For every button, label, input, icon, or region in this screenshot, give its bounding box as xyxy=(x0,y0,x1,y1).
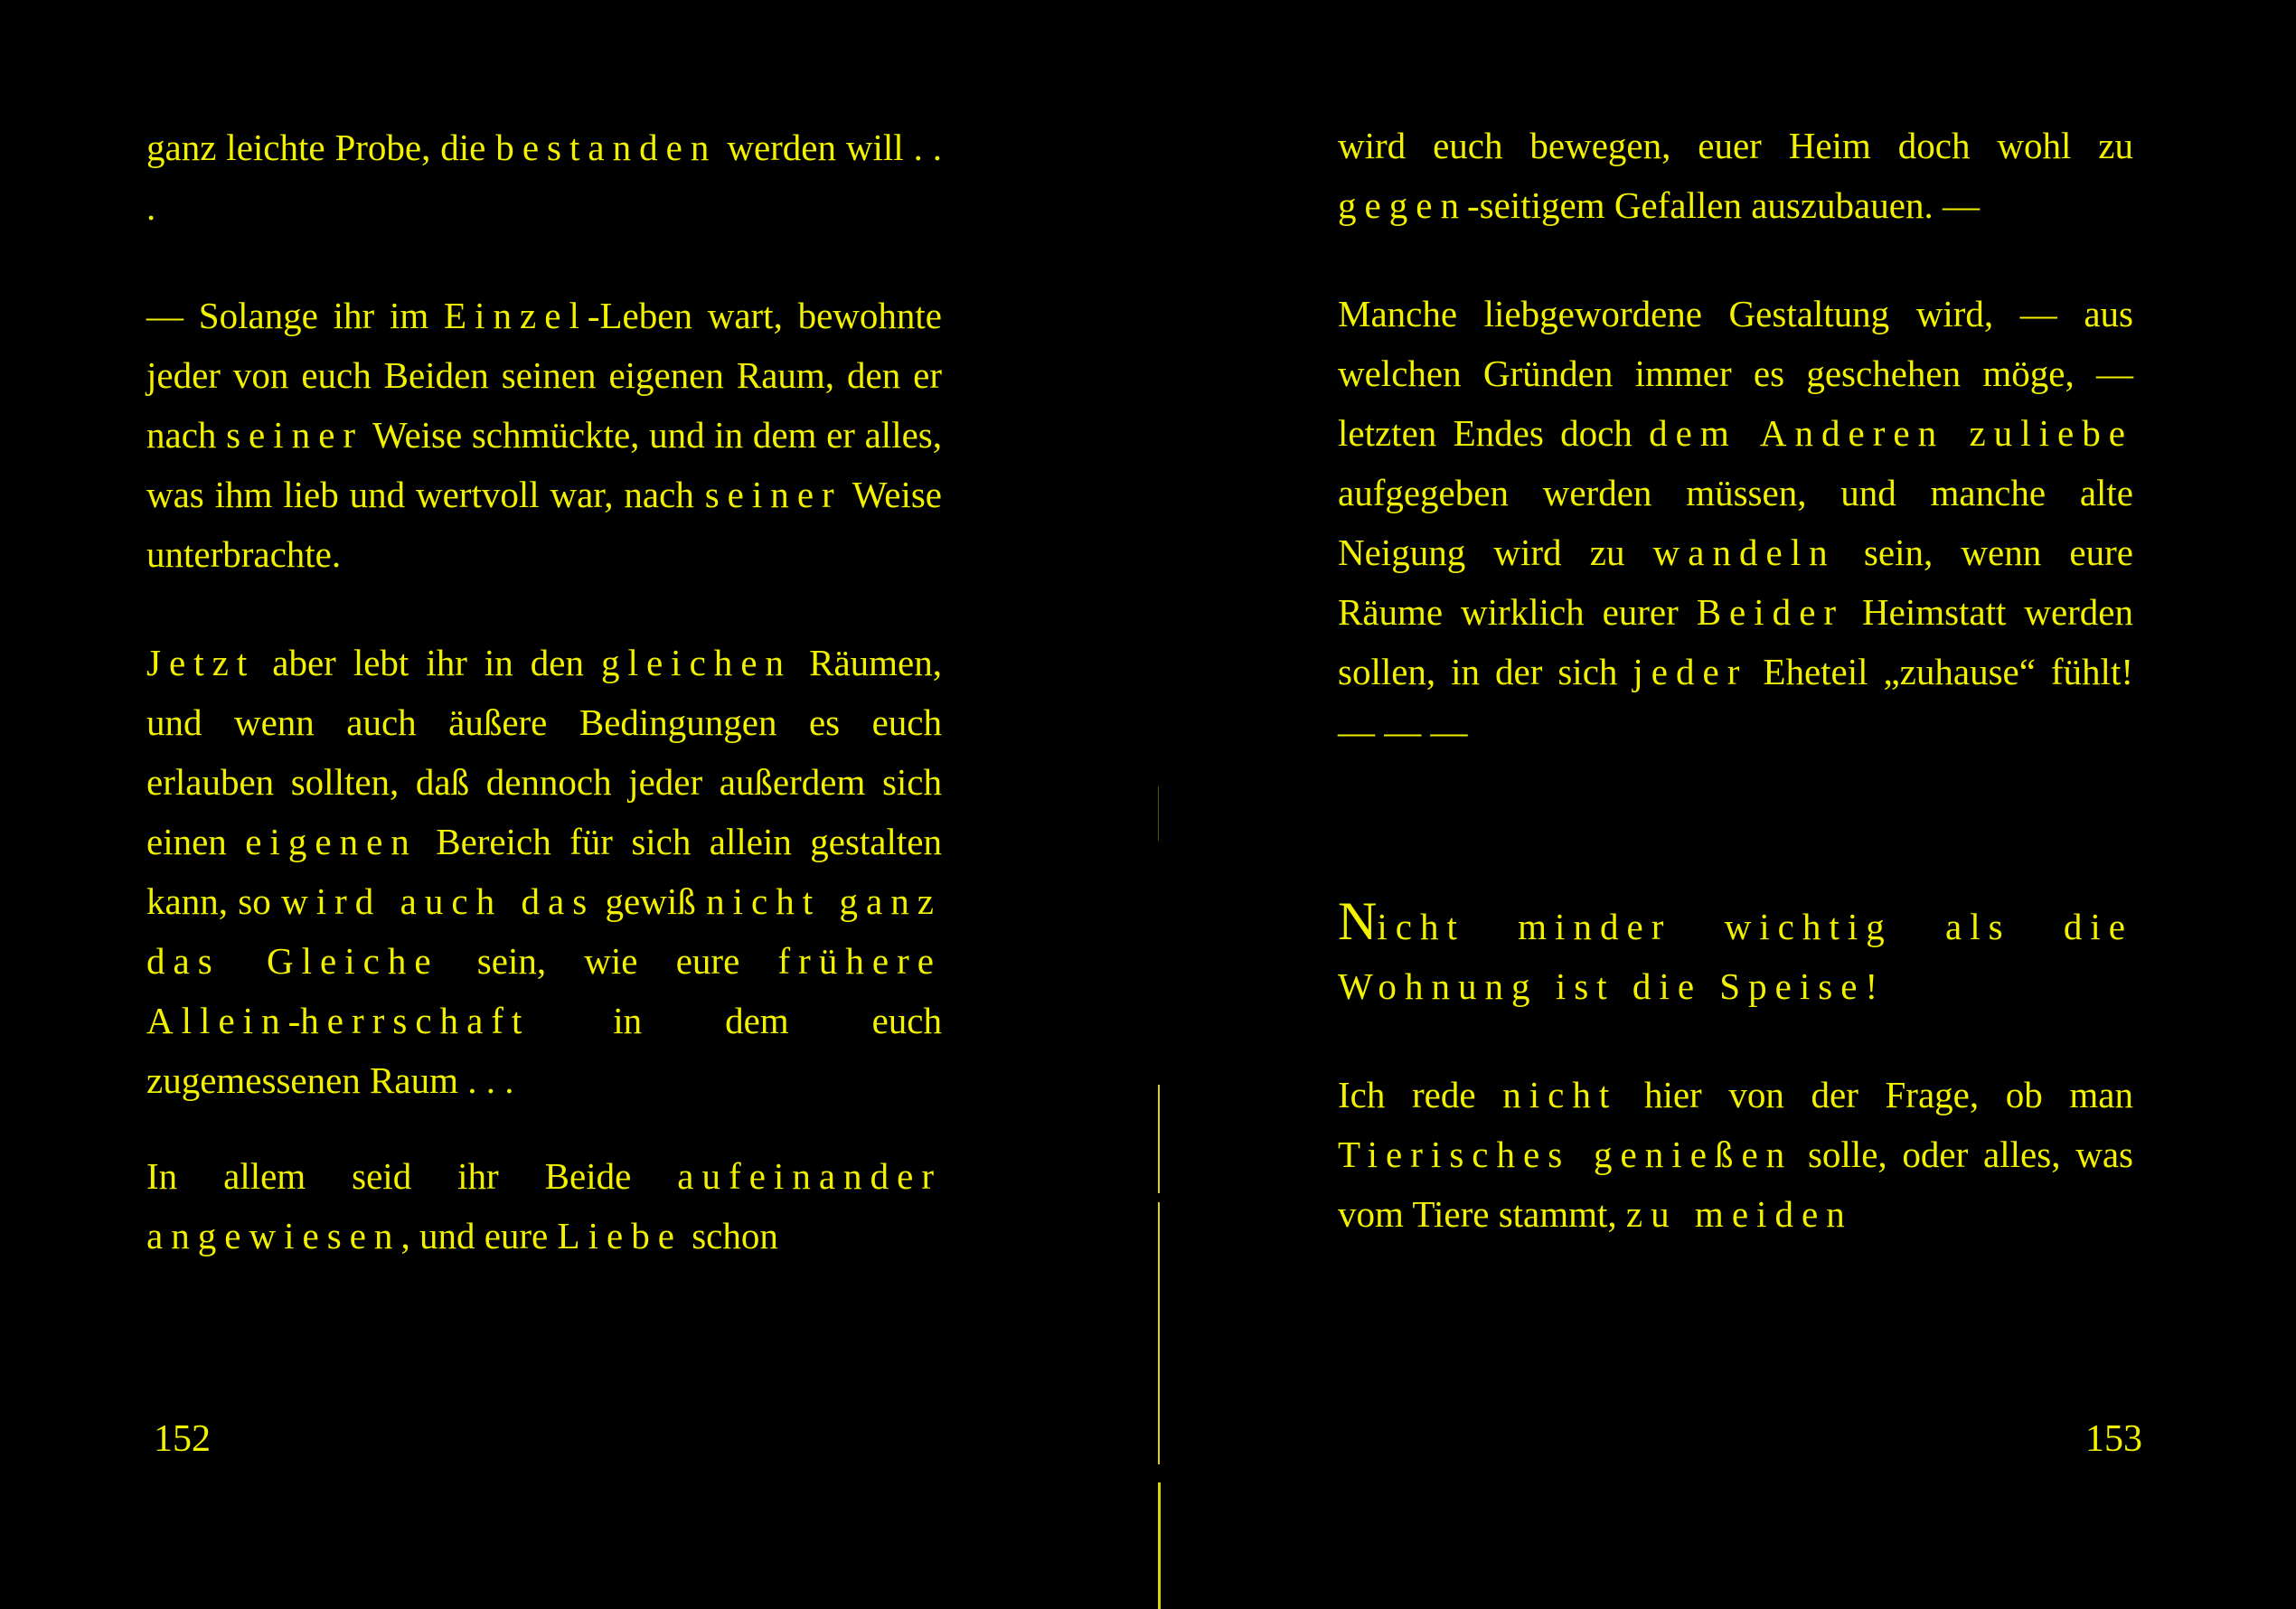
spaced-emphasis: wandeln xyxy=(1652,532,1836,573)
text-run: aufgegeben werden müssen, und manche alte Neigung wird zu xyxy=(1338,472,2133,573)
text-run: Bereich für sich allein gestalten kann, so xyxy=(146,821,942,922)
text-run: schon xyxy=(682,1215,778,1256)
text-run: — Solange ihr im xyxy=(146,295,445,336)
text-run: wird euch bewegen, euer Heim doch wohl zu xyxy=(1338,125,2133,166)
spaced-emphasis: eigenen xyxy=(245,821,418,862)
text-run: -seitigem Gefallen auszubauen. — xyxy=(1467,184,1980,226)
spaced-emphasis: Jetzt xyxy=(146,642,256,683)
text-run: hier von der Frage, ob man xyxy=(1617,1074,2133,1115)
spaced-emphasis: aufeinander angewiesen xyxy=(146,1155,942,1256)
text-run: Weise unterbrachte. xyxy=(146,474,943,575)
spaced-emphasis: nicht ganz das Gleiche xyxy=(146,880,943,982)
text-run: solle, oder alles, was vom Tiere stammt, xyxy=(1338,1134,2133,1235)
spaced-emphasis: gegen xyxy=(1338,184,1467,226)
spaced-emphasis: seiner xyxy=(704,474,842,515)
text-run: Manche liebgewordene Gestaltung wird, — aus welchen Gründen immer es geschehen möge, — letzten Endes doch xyxy=(1338,293,2133,454)
spaced-emphasis: Liebe xyxy=(557,1215,682,1256)
text-run: Heimstatt werden sollen, in der sich xyxy=(1338,591,2133,692)
spaced-emphasis: wird auch das xyxy=(281,880,596,922)
spaced-emphasis: gleichen xyxy=(601,642,793,683)
text-run: werden will . . . xyxy=(146,127,942,228)
paragraph xyxy=(146,633,942,1110)
text-run: Räumen, und wenn auch äußere Bedingungen es euch erlauben sollten, daß dennoch jeder außerdem sich einen xyxy=(146,642,942,862)
right-page xyxy=(1148,0,2296,1609)
text-run: In allem seid ihr Beide xyxy=(146,1155,678,1197)
spaced-emphasis: Beider xyxy=(1696,591,1845,633)
page-number: 153 xyxy=(2085,1418,2142,1460)
spaced-emphasis: jeder xyxy=(1633,651,1748,692)
page-number: 152 xyxy=(154,1418,211,1460)
spaced-emphasis: herrschaft xyxy=(300,1000,531,1041)
initial-capital: N xyxy=(1338,891,1378,951)
paragraph xyxy=(1338,1065,2133,1244)
spaced-emphasis: zu meiden xyxy=(1625,1193,1853,1235)
spaced-emphasis: Tierisches genießen xyxy=(1338,1134,1793,1175)
section-opening-paragraph xyxy=(1338,891,2133,1016)
spaced-emphasis: bestanden xyxy=(495,127,718,168)
text-run: -Leben wart, bewohnte jeder von euch Beiden seinen eigenen Raum, den er nach xyxy=(146,295,942,456)
text-run: ganz leichte Probe, die xyxy=(146,127,496,168)
text-run: Eheteil „zuhause“ fühlt! — — — xyxy=(1338,651,2133,752)
paragraph xyxy=(1338,116,2133,235)
spaced-emphasis: seiner xyxy=(226,414,364,456)
spaced-emphasis: frühere Allein xyxy=(146,940,942,1041)
text-run: aber lebt ihr in den xyxy=(255,642,602,683)
text-run: sein, wie eure xyxy=(438,940,778,982)
text-run: sein, wenn eure Räume wirklich eurer xyxy=(1338,532,2133,633)
paragraph xyxy=(146,286,942,584)
paragraph xyxy=(1338,284,2133,761)
text-run: in dem euch zugemessenen Raum . . . xyxy=(146,1000,942,1101)
text-run: Ich rede xyxy=(1338,1074,1503,1115)
text-run: gewiß xyxy=(595,880,707,922)
spaced-emphasis: Einzel xyxy=(444,295,588,336)
paragraph xyxy=(146,1146,942,1266)
spaced-emphasis: icht minder wichtig als die Wohnung ist die Speise! xyxy=(1338,906,2133,1007)
text-run: - xyxy=(287,1000,301,1041)
text-run: Weise schmückte, und in dem er alles, was ihm lieb und wertvoll war, nach xyxy=(146,414,942,515)
right-page-text xyxy=(1338,116,2133,1244)
spaced-emphasis: nicht xyxy=(1502,1074,1618,1115)
text-run: , und eure xyxy=(400,1215,558,1256)
paragraph xyxy=(146,118,942,237)
spaced-emphasis: dem Anderen zuliebe xyxy=(1649,412,2133,454)
left-page-text xyxy=(146,118,942,1266)
